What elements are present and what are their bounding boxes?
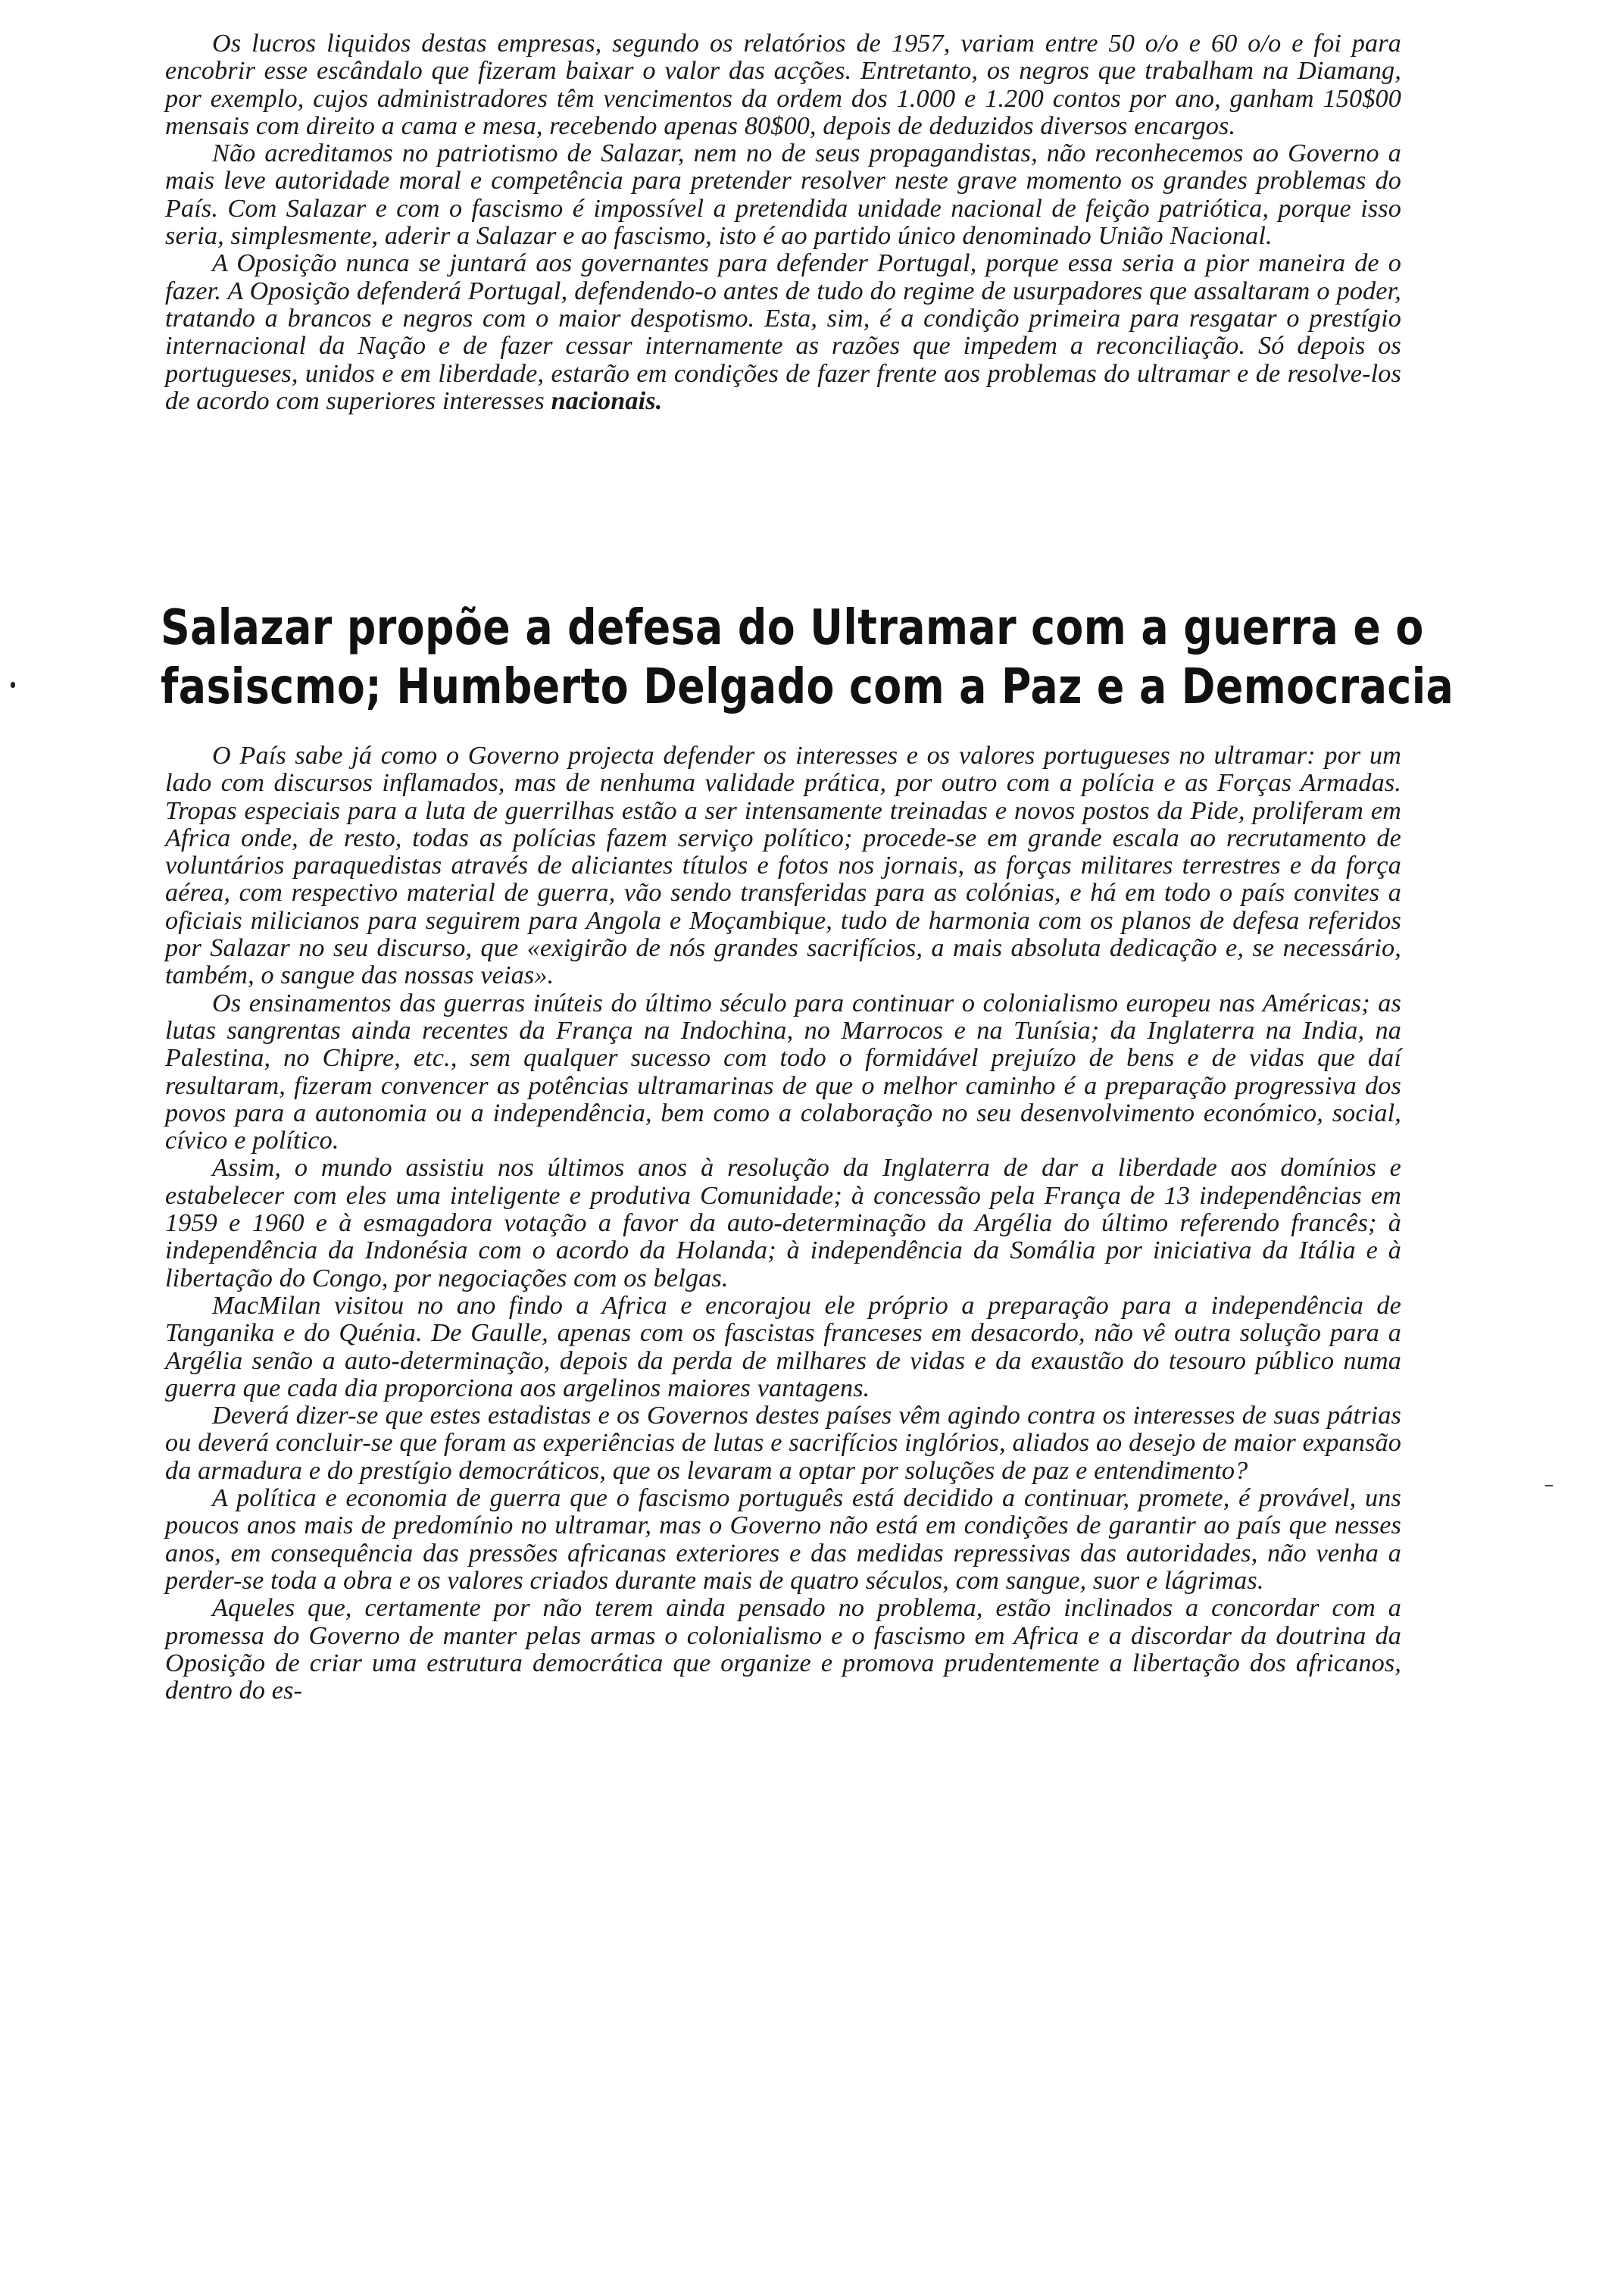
paragraph-opposition xyxy=(165,250,1401,415)
paragraph-opposition-bold-end: nacionais. xyxy=(551,386,663,415)
paragraph-macmilan-degaulle: MacMilan visitou no ano findo a Africa e encorajou ele próprio a preparação para a independência de Tanganika e do Quénia. De Gaulle, apenas com os fascistas franceses em desacordo, não vê outra solução para a Argélia senão a auto-determinação, depois da perda de milhares de vidas e da exaustão do tesouro público numa guerra que cada dia proporciona aos argelinos maiores vantagens. xyxy=(165,1291,1401,1402)
headline-line-2: fasiscmo; Humberto Delgado com a Paz e a Democracia xyxy=(161,659,1454,715)
margin-speck xyxy=(11,682,15,688)
paragraph-independences: Assim, o mundo assistiu nos últimos anos à resolução da Inglaterra de dar a liberdade aos domínios e estabelecer com eles uma inteligente e produtiva Comunidade; à concessão pela França de 13 independências em 1959 e 1960 e à esmagadora votação a favor da auto-determinação da Argélia do último referendo francês; à independência da Indonésia com o acordo da Holanda; à independência da Somália por iniciativa da Itália e à libertação do Congo, por negociações com os belgas. xyxy=(165,1154,1401,1292)
headline-line-1: Salazar propõe a defesa do Ultramar com a guerra e o xyxy=(161,600,1424,656)
margin-tick xyxy=(1545,1485,1553,1486)
paragraph-those-who-agree: Aqueles que, certamente por não terem ainda pensado no problema, estão inclinados a concordar com a promessa do Governo de manter pelas armas o colonialismo e o fascismo em Africa e a discordar da doutrina da Oposição de criar uma estrutura democrática que organize e promova prudentemente a libertação dos africanos, dentro do es- xyxy=(165,1594,1401,1705)
paragraph-government-plans: O País sabe já como o Governo projecta defender os interesses e os valores portugueses no ultramar: por um lado com discursos inflamados, mas de nenhuma validade prática, por outro com a polícia e as Forças Armadas. Tropas especiais para a luta de guerrilhas estão a ser intensamente treinadas e novos postos da Pide, proliferam em Africa onde, de resto, todas as polícias fazem serviço político; procede-se em grande escala ao recrutamento de voluntários paraquedistas através de aliciantes títulos e fotos nos jornais, as forças militares terrestres e da força aérea, com respectivo material de guerra, vão sendo transferidas para as colónias, e há em todo o país convites a oficiais milicianos para seguirem para Angola e Moçambique, tudo de harmonia com os planos de defesa referidos por Salazar no seu discurso, que «exigirão de nós grandes sacrifícios, a mais absoluta dedicação e, se necessário, também, o sangue das nossas veias». xyxy=(165,742,1401,990)
paragraph-profits: Os lucros liquidos destas empresas, segundo os relatórios de 1957, variam entre 50 o/o e 60 o/o e foi para encobrir esse escândalo que fizeram baixar o valor das acções. Entretanto, os negros que trabalham na Diamang, por exemplo, cujos administradores têm vencimentos da ordem dos 1.000 e 1.200 contos por ano, ganham 150$00 mensais com direito a cama e mesa, recebendo apenas 80$00, depois de deduzidos diversos encargos. xyxy=(165,30,1401,140)
article-body xyxy=(165,742,1401,1705)
article-headline xyxy=(161,599,1454,717)
paragraph-statesmen-question: Deverá dizer-se que estes estadistas e os Governos destes países vêm agindo contra os interesses de suas pátrias ou deverá concluir-se que foram as experiências de lutas e sacrifícios inglórios, aliados ao desejo de maior expansão da armadura e do prestígio democráticos, que os levaram a optar por soluções de paz e entendimento? xyxy=(165,1402,1401,1485)
paragraph-patriotism: Não acreditamos no patriotismo de Salazar, nem no de seus propagandistas, não reconhecemos ao Governo a mais leve autoridade moral e competência para pretender resolver neste grave momento os grandes problemas do País. Com Salazar e com o fascismo é impossível a pretendida unidade nacional de feição patriótica, porque isso seria, simplesmente, aderir a Salazar e ao fascismo, isto é ao partido único denominado União Nacional. xyxy=(165,139,1401,251)
paragraph-opposition-text: A Oposição nunca se juntará aos governantes para defender Portugal, porque essa seria a pior maneira de o fazer. A Oposição defenderá Portugal, defendendo-o antes de tudo do regime de usurpadores que assaltaram o poder, tratando a brancos e negros com o maior despotismo. Esta, sim, é a condição primeira para resgatar o prestígio internacional da Nação e de fazer cessar internamente as razões que impedem a reconciliação. Só depois os portugueses, unidos e em liberdade, estarão em condições de fazer frente aos problemas do ultramar e de resolve-los de acordo com superiores interesses xyxy=(165,249,1401,415)
paragraph-lessons-of-wars: Os ensinamentos das guerras inúteis do último século para continuar o colonialismo europeu nas Américas; as lutas sangrentas ainda recentes da França na Indochina, no Marrocos e na Tunísia; da Inglaterra na India, na Palestina, no Chipre, etc., sem qualquer sucesso com todo o formidável prejuízo de bens e de vidas que daí resultaram, fizeram convencer as potências ultramarinas de que o melhor caminho é a preparação progressiva dos povos para a autonomia ou a independência, bem como a colaboração no seu desenvolvimento económico, social, cívico e político. xyxy=(165,989,1401,1155)
top-text-block xyxy=(165,30,1401,415)
paragraph-war-economy: A política e economia de guerra que o fascismo português está decidido a continuar, promete, é provável, uns poucos anos mais de predomínio no ultramar, mas o Governo não está em condições de garantir ao país que nesses anos, em consequência das pressões africanas exteriores e das medidas repressivas das autoridades, não venha a perder-se toda a obra e os valores criados durante mais de quatro séculos, com sangue, suor e lágrimas. xyxy=(165,1484,1401,1595)
